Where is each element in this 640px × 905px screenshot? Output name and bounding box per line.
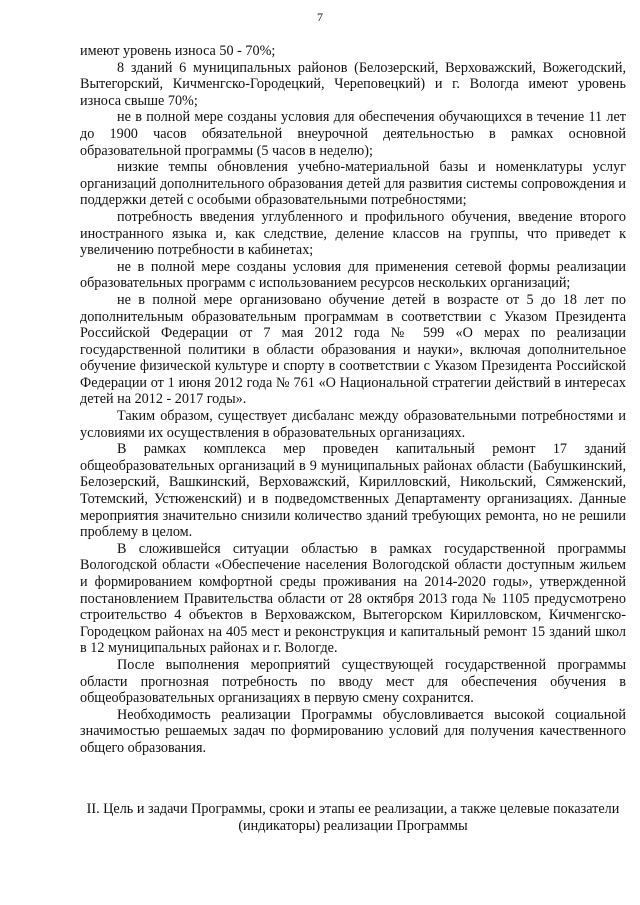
paragraph-presidential-decrees: не в полной мере организовано обучение детей в возрасте от 5 до 18 лет по дополнительным образовательным программам в соответствии с Указом Президента Российской Федерации от 7 мая 2012 года № 599 «О мерах по реализации государственной политики в области образования и науки», включая дополнительное обучение физической культуре и спорту в соответствии с Указом Президента Российской Федерации от 1 июня 2012 года № 761 «О Национальной стратегии действий в интересах детей на 2012 - 2017 годы». <box>80 291 626 408</box>
paragraph-network-form: не в полной мере созданы условия для применения сетевой формы реализации образовательных программ с использованием ресурсов нескольких организаций; <box>80 258 626 292</box>
body-text <box>80 43 626 757</box>
paragraph-profile-training: потребность введения углубленного и профильного обучения, введение второго иностранного языка и, как следствие, деление классов на группы, что приведет к увеличению потребности в кабинетах; <box>80 208 626 259</box>
paragraph-state-program: В сложившейся ситуации областью в рамках государственной программы Вологодской области «Обеспечение населения Вологодской области доступным жильем и формированием комфортной среды проживания на 2014-2020 годы», утвержденной постановлением Правительства области от 28 октября 2013 года № 1105 предусмотрено строительство 4 объектов в Верховажском, Вытегорском Кирилловском, Кичменгско-Городецком районах на 405 мест и реконструкция и капитальный ремонт 15 зданий школ в 12 муниципальных районах и г. Вологде. <box>80 540 626 657</box>
paragraph-forecast-need: После выполнения мероприятий существующей государственной программы области прогнозная потребность по вводу мест для обеспечения обучения в общеобразовательных организациях в первую смену сохранится. <box>80 656 626 707</box>
paragraph-program-necessity: Необходимость реализации Программы обусловливается высокой социальной значимостью решаемых задач по формированию условий для получения качественного общего образования. <box>80 706 626 756</box>
paragraph-wear-over-70: 8 зданий 6 муниципальных районов (Белозерский, Верховажский, Вожегодский, Вытегорский, Кичменгско-Городецкий, Череповецкий) и г. Вологда имеют уровень износа свыше 70%; <box>80 59 626 109</box>
paragraph-capital-repair: В рамках комплекса мер проведен капитальный ремонт 17 зданий общеобразовательных организаций в 9 муниципальных районах области (Бабушкинский, Белозерский, Вашкинский, Верховажский, Кирилловский, Никольский, Сямженский, Тотемский, Устюженский) и в подведомственных Департаменту организациях. Данные мероприятия значительно снизили количество зданий требующих ремонта, но не решили проблему в целом. <box>80 441 626 541</box>
section-heading: II. Цель и задачи Программы, сроки и этапы ее реализации, а также целевые показатели (индикаторы) реализации Программы <box>86 801 620 834</box>
paragraph-extracurricular-hours: не в полной мере созданы условия для обеспечения обучающихся в течение 11 лет до 1900 часов обязательной внеурочной деятельностью в рамках основной образовательной программы (5 часов в неделю); <box>80 109 626 159</box>
paragraph-imbalance: Таким образом, существует дисбаланс между образовательными потребностями и условиями их осуществления в образовательных организациях. <box>80 408 626 441</box>
paragraph-wear-level-continued: имеют уровень износа 50 - 70%; <box>80 43 276 59</box>
page-number: 7 <box>317 10 323 24</box>
paragraph-supplementary-education: низкие темпы обновления учебно-материальной базы и номенклатуры услуг организаций дополнительного образования детей для развития системы сопровождения и поддержки детей с особыми образовательными потребностями; <box>80 159 626 209</box>
